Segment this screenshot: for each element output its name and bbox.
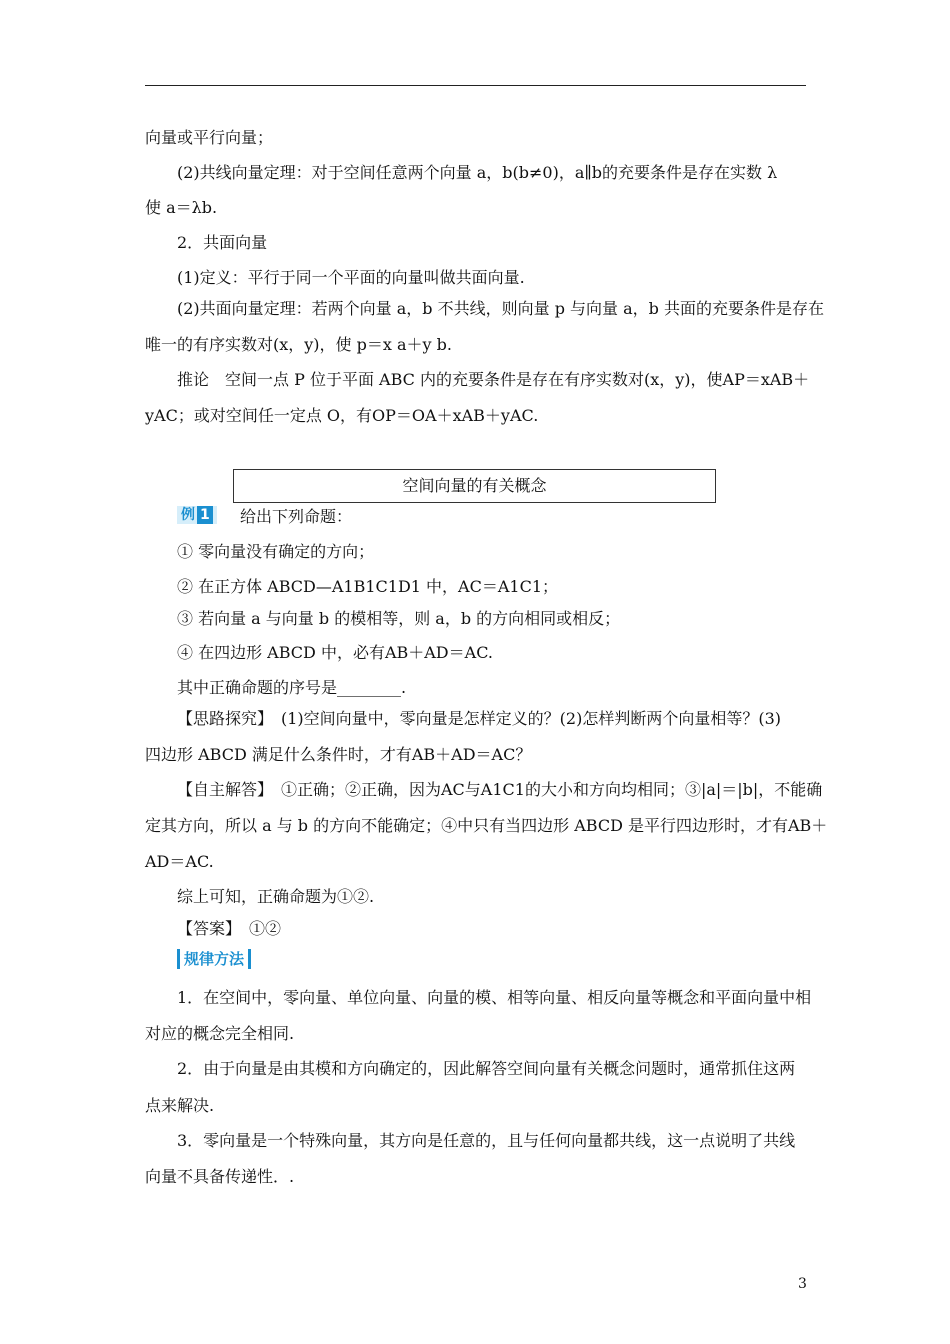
- text-line: 向量或平行向量；: [145, 128, 274, 147]
- text-line: (2)共面向量定理：若两个向量 a，b 不共线，则向量 p 与向量 a，b 共面的充要条件是存在: [177, 299, 824, 318]
- text-line: (2)共线向量定理：对于空间任意两个向量 a，b(b≠0)，a∥b的充要条件是存在实数 λ: [177, 163, 778, 182]
- proposition-4: ④ 在四边形 ABCD 中，必有AB＋AD＝AC.: [177, 643, 493, 662]
- text-line: (1)定义：平行于同一个平面的向量叫做共面向量.: [177, 268, 525, 287]
- text-line: 2．共面向量: [177, 233, 268, 252]
- example-number: 1: [197, 506, 213, 524]
- example-label: 例: [181, 507, 195, 523]
- text-line: 使 a＝λb.: [145, 198, 218, 217]
- page-number: 3: [798, 1276, 807, 1292]
- method-badge: 规律方法: [177, 949, 251, 969]
- thinking-line: 【思路探究】 (1)空间向量中，零向量是怎样定义的？(2)怎样判断两个向量相等？(3): [177, 709, 781, 728]
- method-line: 向量不具备传递性．.: [145, 1167, 295, 1186]
- question-line: 其中正确命题的序号是________.: [177, 678, 407, 697]
- method-line: 对应的概念完全相同.: [145, 1024, 295, 1043]
- example-intro: 给出下列命题：: [240, 507, 353, 526]
- proposition-1: ① 零向量没有确定的方向；: [177, 542, 375, 561]
- text-line: 唯一的有序实数对(x，y)，使 p＝x a＋y b.: [145, 335, 452, 354]
- header-rule: [145, 85, 806, 86]
- proposition-3: ③ 若向量 a 与向量 b 的模相等，则 a，b 的方向相同或相反；: [177, 609, 621, 628]
- conclusion-line: 综上可知，正确命题为①②.: [177, 887, 375, 906]
- thinking-line: 四边形 ABCD 满足什么条件时，才有AB＋AD＝AC？: [145, 745, 532, 764]
- solution-line: 【自主解答】 ①正确；②正确，因为AC与A1C1的大小和方向均相同；③|a|＝|b|，不能确: [177, 780, 823, 799]
- method-line: 3．零向量是一个特殊向量，其方向是任意的，且与任何向量都共线，这一点说明了共线: [177, 1131, 796, 1150]
- text-line: 推论 空间一点 P 位于平面 ABC 内的充要条件是存在有序实数对(x，y)，使AP＝xAB＋: [177, 370, 810, 389]
- proposition-2: ② 在正方体 ABCD—A1B1C1D1 中，AC＝A1C1；: [177, 577, 558, 596]
- example-badge: [177, 506, 217, 524]
- section-title: 空间向量的有关概念: [233, 469, 716, 503]
- text-line: yAC；或对空间任一定点 O，有OP＝OA＋xAB＋yAC.: [145, 406, 539, 425]
- solution-line: 定其方向，所以 a 与 b 的方向不能确定；④中只有当四边形 ABCD 是平行四边形时，才有AB＋: [145, 816, 828, 835]
- method-line: 1．在空间中，零向量、单位向量、向量的模、相等向量、相反向量等概念和平面向量中相: [177, 988, 812, 1007]
- method-line: 点来解决.: [145, 1096, 215, 1115]
- method-line: 2．由于向量是由其模和方向确定的，因此解答空间向量有关概念问题时，通常抓住这两: [177, 1059, 796, 1078]
- answer-line: 【答案】 ①②: [177, 919, 282, 938]
- solution-line: AD＝AC.: [145, 852, 214, 871]
